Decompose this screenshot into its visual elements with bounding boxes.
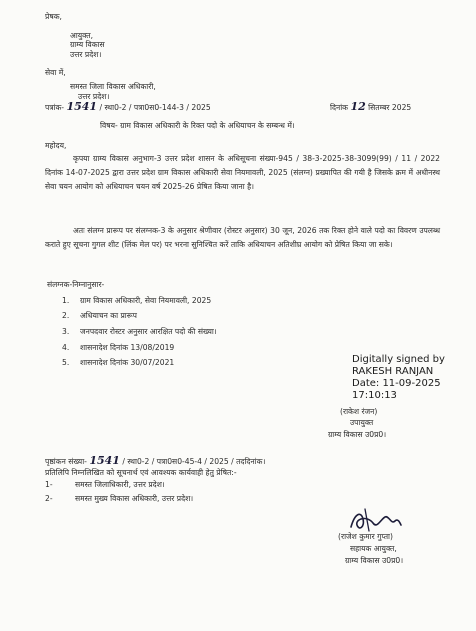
enclosure-item [62, 311, 137, 321]
endorsement-suffix: / स्था0-2 / पत्रा0स0-45-4 / 2025 / तददिनांक। [122, 457, 266, 466]
ref-number-handwritten: 1541 [66, 100, 98, 113]
signatory1-office: ग्राम्य विकास उ0प्र0। [328, 430, 387, 439]
sender-line1: आयुक्त, [70, 31, 93, 40]
enclosure-text: शासनादेश दिनांक 30/07/2021 [80, 358, 175, 367]
subject-line: विषय- ग्राम विकास अधिकारी के रिक्त पदो के अधियाचन के सम्बन्ध में। [100, 121, 295, 130]
ref-date [330, 102, 411, 113]
sender-line3: उत्तर प्रदेश। [70, 50, 102, 59]
ref-date-rest: सितम्बर 2025 [368, 103, 412, 112]
signatory1-name: (राकेश रंजन) [340, 407, 378, 416]
enclosure-text: शासनादेश दिनांक 13/08/2019 [80, 343, 175, 352]
digital-signature-line1: Digitally signed by [352, 354, 445, 365]
recipient-label: सेवा में, [45, 68, 66, 77]
enclosure-item [62, 343, 174, 353]
recipient-line1: समस्त जिला विकास अधिकारी, [70, 82, 156, 91]
enclosure-number: 3. [62, 327, 70, 336]
enclosure-number: 4. [62, 343, 70, 352]
paragraph-2: अतः संलग्न प्रारूप पर संलग्नक-3 के अनुसार श्रेणीवार (रोस्टर अनुसार) 30 जून, 2026 तक रिक्त होने वाले पदो का विवरण उपलब्ध कराते हुए सूचना गुगल शीट (लिंक मेल पर) पर भरना सुनिश्चित करें ताकि अधियाचन अतिशीघ्र आयोग को प्रेषित किया जा सके। [45, 226, 440, 249]
enclosure-item [62, 327, 217, 337]
reference-line [45, 102, 211, 113]
enclosure-text: जनपदवार रोस्टर अनुसार आरक्षित पदो की संख्या। [80, 327, 217, 336]
sender-label: प्रेषक, [45, 12, 62, 21]
endorsement-prefix: पृष्ठांकन संख्या- [45, 457, 87, 466]
sender-line2: ग्राम्य विकास [70, 40, 105, 49]
ref-date-day-handwritten: 12 [350, 100, 366, 113]
signatory1-designation: उपायुक्त [350, 418, 374, 427]
signatory2-name: (राजेश कुमार गुप्ता) [338, 532, 393, 541]
copy-text: समस्त जिलाधिकारी, उत्तर प्रदेश। [75, 480, 165, 489]
copy-item [45, 480, 165, 490]
enclosure-text: ग्राम विकास अधिकारी, सेवा नियमावली, 2025 [80, 296, 212, 305]
signatory2-office: ग्राम्य विकास उ0प्र0। [345, 556, 404, 565]
enclosure-item [62, 358, 174, 368]
signatory2-designation: सहायक आयुक्त, [350, 544, 397, 553]
ref-date-label: दिनांक [330, 103, 349, 112]
digital-signature-line3: Date: 11-09-2025 [352, 378, 441, 389]
copy-number: 1- [45, 480, 53, 489]
endorsement-line [45, 456, 265, 467]
enclosure-number: 1. [62, 296, 70, 305]
copy-number: 2- [45, 494, 53, 503]
copy-text: समस्त मुख्य विकास अधिकारी, उत्तर प्रदेश। [75, 494, 194, 503]
recipient-line2: उत्तर प्रदेश। [78, 92, 110, 101]
enclosure-text: अधियाचन का प्रारूप [80, 311, 137, 320]
copy-to-line: प्रतिलिपि निम्नलिखित को सूचनार्थ एवं आवश्यक कार्यवाही हेतु प्रेषित:- [45, 468, 237, 477]
digital-signature-line2: RAKESH RANJAN [352, 366, 434, 377]
ref-suffix: / स्था0-2 / पत्रा0स0-144-3 / 2025 [99, 103, 211, 112]
ref-prefix: पत्रांक- [45, 103, 65, 112]
enclosure-number: 2. [62, 311, 70, 320]
salutation: महोदय, [45, 141, 67, 150]
digital-signature-line4: 17:10:13 [352, 390, 397, 401]
enclosure-number: 5. [62, 358, 70, 367]
enclosures-label: संलग्नक-निम्नानुसार- [47, 280, 105, 289]
paragraph-1: कृपया ग्राम्य विकास अनुभाग-3 उत्तर प्रदेश शासन के अधिसूचना संख्या-945 / 38-3-2025-38-3099(99) / 11 / 2022 दिनांक 14-07-2025 द्वारा उत्तर प्रदेश ग्राम विकास अधिकारी सेवा नियमावली, 2025 (संलग्न) प्रख्यापित की गयी है जिसके क्रम में अधीनस्थ सेवा चयन आयोग को अधियाचन चयन वर्ष 2025-26 प्रेषित किया जाना है। [45, 154, 440, 191]
enclosure-item [62, 296, 211, 306]
endorsement-number-handwritten: 1541 [89, 454, 120, 467]
copy-item [45, 494, 193, 504]
